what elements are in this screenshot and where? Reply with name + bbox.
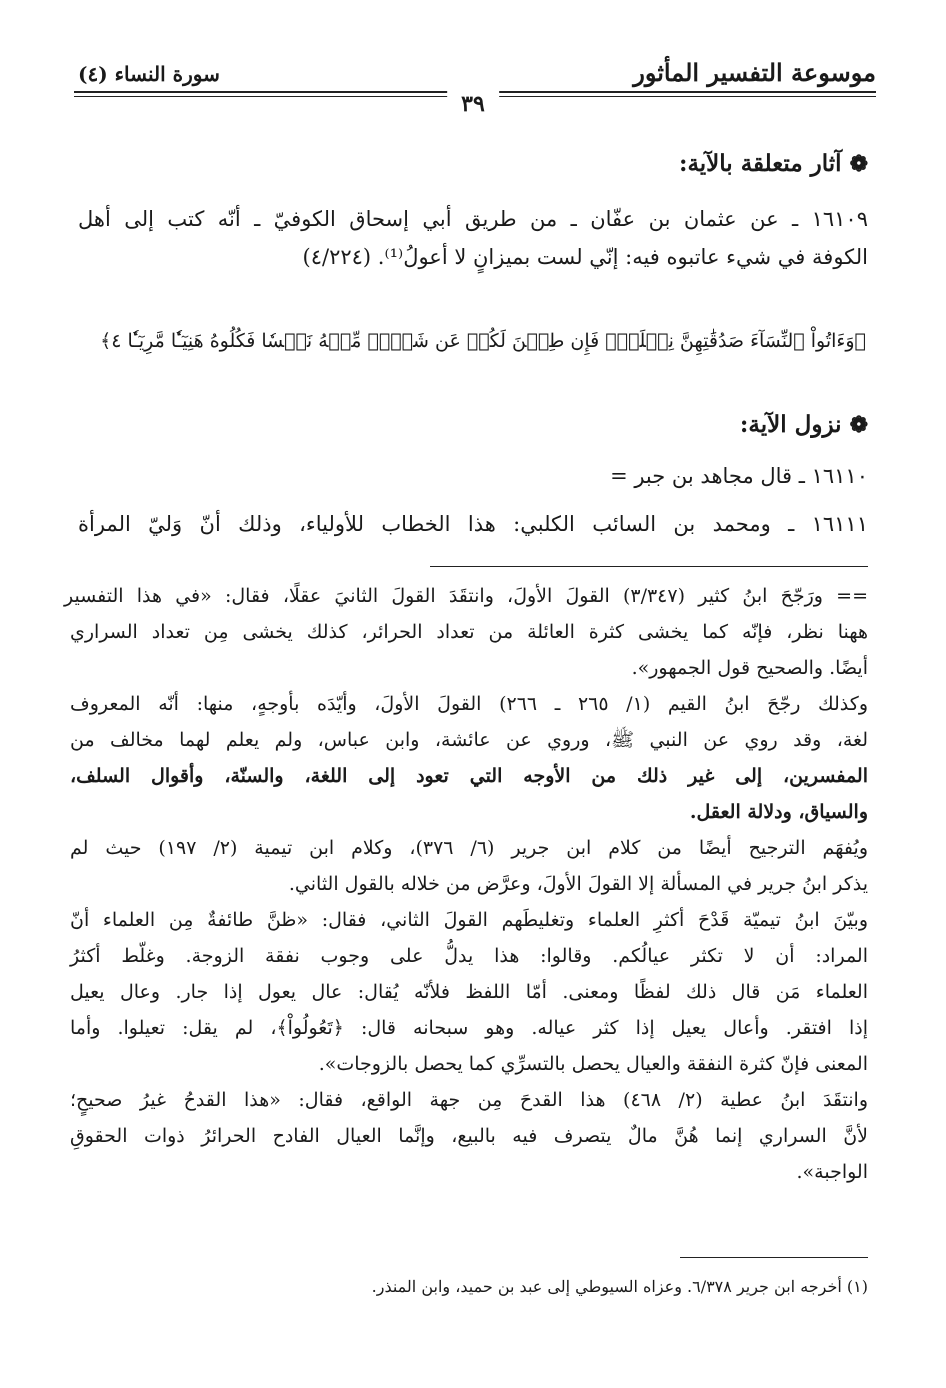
narration-16110: ١٦١١٠ ـ قال مجاهد بن جبر = [610, 464, 868, 488]
commentary-line: لأنَّ السراري إنما هُنَّ مالٌ يتصرف فيه بالبيع، وإنَّما العيال الفادح الحرائرُ ذوات الحقوقِ [70, 1125, 868, 1147]
commentary-line: المراد: أن لا تكثر عيالُكم. وقالوا: هذا يدلُّ على وجوب نفقة الزوجة. وغلّط أكثرُ [70, 945, 868, 967]
narration-16109-line2: الكوفة في شيء عاتبوه فيه: إنّي لست بميزانٍ لا أعولُ⁽¹⁾. (٤/٢٢٤) [302, 245, 868, 269]
book-title: موسوعة التفسير المأثور [633, 58, 876, 87]
commentary-line: والسياق، ودلالة العقل. [689, 801, 868, 823]
commentary-separator [430, 566, 868, 567]
commentary-line: المفسرين، إلى غير ذلك من الأوجه التي تعود إلى اللغة، والسنّة، وأقوال السلف، [70, 765, 868, 787]
footnote-1: (١) أخرجه ابن جرير ٦/٣٧٨. وعزاه السيوطي إلى عبد بن حميد، وابن المنذر. [371, 1277, 868, 1296]
commentary-line: أيضًا. والصحيح قول الجمهور». [631, 657, 868, 679]
commentary-line: وكذلك رجّحَ ابنُ القيم (١/ ٢٦٥ ـ ٢٦٦) القولَ الأولَ، وأيّدَه بأوجهٍ، منها: أنّه المعروف [70, 693, 868, 715]
commentary-line: لغة، وقد روي عن النبي ﷺ، وروي عن عائشة، وابن عباس، ولم يعلم لهما مخالف من [70, 729, 868, 751]
section-heading-athar: ❁آثار متعلقة بالآية: [678, 150, 868, 177]
page-number: ٣٩ [447, 91, 499, 117]
flower-ornament-icon: ❁ [849, 412, 868, 438]
footnote-separator [680, 1257, 868, 1258]
commentary-line: يذكر ابنُ جرير في المسألة إلا القولَ الأولَ، وعرَّض من خلاله بالقول الثاني. [288, 873, 868, 895]
commentary-line: العلماء مَن قال ذلك لفظًا ومعنى. أمّا اللفظ فلأنّه يُقال: عال يعول إذا جار. وعال يعيل [70, 981, 868, 1003]
commentary-line: وبيّنَ ابنُ تيميّة قَدْحَ أكثرِ العلماء وتغليطَهم القولَ الثاني، فقال: «ظنَّ طائفةٌ مِن العلماء أنّ [70, 909, 868, 931]
commentary-line: وانتقَدَ ابنُ عطية (٢/ ٤٦٨) هذا القدحَ مِن جهة الواقع، فقال: «هذا القدحُ غيرُ صحيحٍ؛ [70, 1089, 869, 1111]
commentary-line: إذا افتقر. وأعال يعيل إذا كثر عياله. وهو سبحانه قال: ﴿تَعُولُواْ﴾، لم يقل: تعيلوا. وأما [70, 1017, 868, 1039]
commentary-line: == ورَجّحَ ابنُ كثير (٣/٣٤٧) القولَ الأولَ، وانتقَدَ القولَ الثانيَ عقلًا، فقال: «في هذا التفسير [64, 585, 868, 607]
commentary-line: ويُفهَم الترجيح أيضًا من كلام ابن جرير (٦/ ٣٧٦)، وكلام ابن تيمية (٢/ ١٩٧) حيث لم [70, 837, 868, 859]
commentary-line: الواجبة». [796, 1161, 868, 1183]
surah-label: سورة النساء (٤) [78, 62, 220, 86]
quran-verse: ﴿وَءَاتُواْ ٱلنِّسَآءَ صَدُقَٰتِهِنَّ نِحۡلَةٗۚ فَإِن طِبۡنَ لَكُمۡ عَن شَيۡءٖ مِّنۡهُ نَفۡسٗا فَكُلُوهُ هَنِيٓـٔٗا مَّرِيٓـٔٗا ٤﴾ [100, 330, 866, 352]
narration-16111: ١٦١١١ ـ ومحمد بن السائب الكلبي: هذا الخطاب للأولياء، وذلك أنّ وَليّ المرأة [78, 512, 868, 536]
flower-ornament-icon: ❁ [849, 151, 868, 177]
narration-16109-line1: ١٦١٠٩ ـ عن عثمان بن عفّان ـ من طريق أبي إسحاق الكوفيّ ـ أنّه كتب إلى أهل [78, 207, 868, 231]
commentary-line: المعنى فإنّ كثرة النفقة والعيال يحصل بالتسرِّي كما يحصل بالزوجات». [318, 1053, 868, 1075]
commentary-line: ههنا نظر، فإنّه كما يخشى كثرة العائلة من تعداد الحرائر، كذلك يخشى مِن تعداد السراري [70, 621, 868, 643]
section-heading-nuzul: ❁نزول الآية: [739, 411, 868, 438]
